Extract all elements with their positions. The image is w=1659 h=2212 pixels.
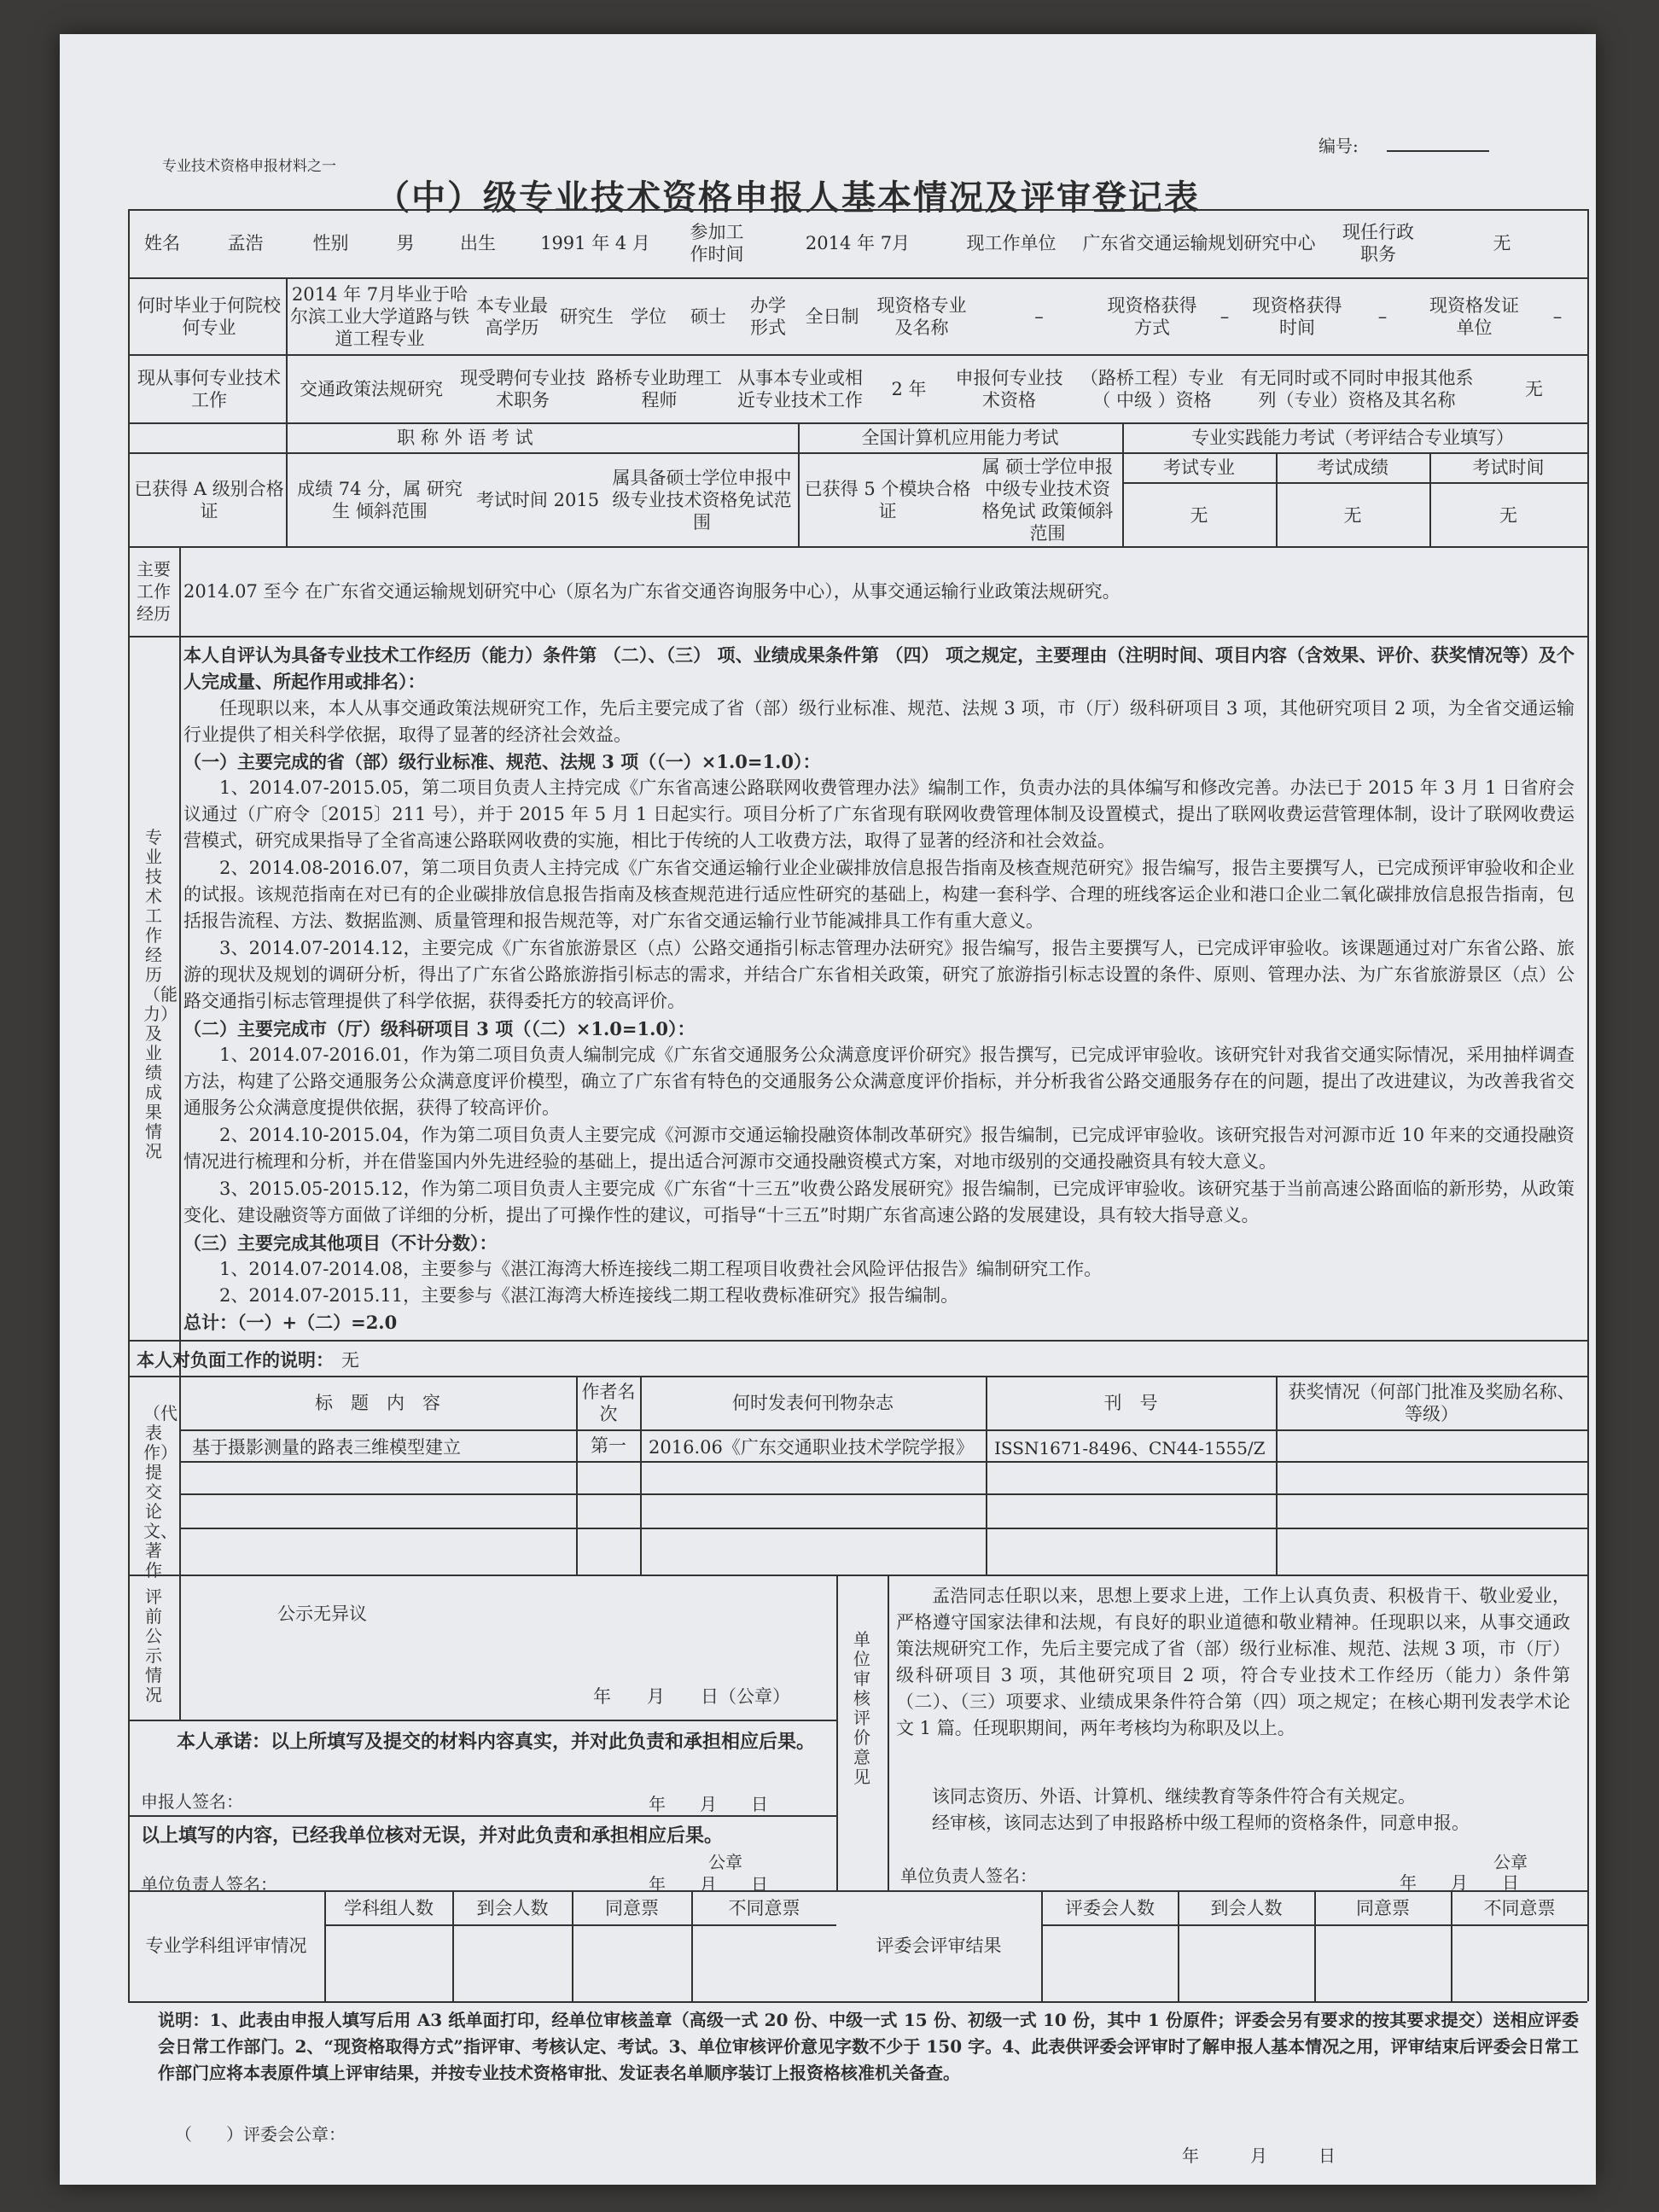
paper-header-title: 标 题 内 容	[315, 1393, 440, 1413]
mode-label: 办学形式	[750, 295, 786, 338]
gender-label: 性别	[312, 233, 349, 253]
sec1-item1: 1、2014.07-2015.05，第二项目负责人主持完成《广东省高速公路联网收费管理办法》编制工作，负责办法的具体编写和修改完善。办法已于 2015 年 3 月 1 日省府会议通过（广府令〔2015〕211 号），并于 2015 年 5 月 1 日起实行。项目分析了广东省现有联网收费管理体制及设置模式，提出了联网收费运营管理体制，设计了联网收费运营模式，研究成果指导了全省高速公路联网收费的实施，相比于传统的人工收费方法，取得了显著的经济和社会效益。	[183, 777, 1575, 851]
negative-value: 无	[341, 1350, 359, 1371]
pledge-date: 年 月 日	[649, 1794, 768, 1814]
group-col-disagree: 不同意票	[728, 1897, 800, 1918]
other-label: 有无同时或不同时申报其他系列（专业）资格及其名称	[1240, 368, 1474, 410]
qual-time-label: 现资格获得时间	[1252, 295, 1342, 338]
unit-pledge-sign: 单位负责人签名：	[141, 1874, 277, 1895]
unit-pledge-text: 以上填写的内容，已经我单位核对无误，并对此负责和承担相应后果。	[141, 1825, 724, 1847]
publicity-value: 公示无异议	[277, 1604, 367, 1624]
registration-form-sheet	[60, 34, 1596, 2185]
experience-text: 2014.07 至今 在广东省交通运输规划研究中心（原名为广东省交通咨询服务中心），从事交通运输行业政策法规研究。	[183, 581, 1121, 602]
practice-header-time: 考试时间	[1472, 457, 1545, 478]
paper-header-award: 获奖情况（何部门批准及奖励名称、等级）	[1288, 1382, 1575, 1424]
sec2-item3: 3、2015.05-2015.12，作为第二项目负责人主要完成《广东省“十三五”收费公路发展研究》报告编制，已完成评审验收。该研究基于当前高速公路面临的新形势，从政策变化、建设融资等方面做了详细的分析，提出了可操作性的建议，可指导“十三五”时期广东省高速公路的发展建设，具有较大指导意义。	[183, 1179, 1575, 1225]
qual-way-value: –	[1220, 306, 1230, 327]
qual-unit-label: 现资格发证单位	[1429, 295, 1519, 338]
paper-header-rank: 作者名次	[581, 1382, 636, 1424]
cur-post-label: 现受聘何专业技术职务	[460, 368, 585, 410]
table-left-border	[128, 209, 130, 2001]
number-label: 编号:	[1318, 136, 1359, 156]
sec1-item2: 2、2014.08-2016.07，第二项目负责人主持完成《广东省交通运输行业企业碳排放信息报告指南及核查规范研究》报告编写，报告主要撰写人，已完成预评审验收和企业的试报。该规范指南在对已有的企业碳排放信息报告指南及核查规范进行适应性研究的基础上，构建一套科学、合理的班线客运企业和港口企业二氧化碳排放信息报告指南，包括报告流程、方法、数据监测、质量管理和报告规范等，对广东省交通运输行业节能减排具工作有重大意义。	[183, 858, 1575, 931]
committee-result-label: 评委会评审结果	[876, 1936, 1002, 1956]
committee-col-members: 评委会人数	[1065, 1897, 1155, 1918]
unit-review-p1: 孟浩同志任职以来，思想上要求上进，工作上认真负责、积极肯干、敬业爱业，严格遵守国家法律和法规，有良好的职业道德和敬业精神。任现职以来，从事交通政策法规研究工作，先后主要完成了省（部）级行业标准、规范、法规 3 项，市（厅）级科研项目 3 项，其他研究项目 2 项，符合专业技术工作经历（能力）条件第（二）、（三）项要求、业绩成果条件符合第（四）项之规定；在核心期刊发表学术论文 1 篇。任现职期间，两年考核均为称职及以上。	[896, 1586, 1570, 1738]
work-start-value: 2014 年 7月	[805, 233, 911, 253]
paper-row-issn: ISSN1671-8496、CN44-1555/Z	[994, 1438, 1266, 1458]
unit-review-sign: 单位负责人签名：	[900, 1866, 1037, 1886]
qual-unit-value: –	[1552, 306, 1563, 327]
paper-row-rank: 第一	[591, 1435, 626, 1456]
cur-qual-value: –	[1034, 306, 1044, 327]
unit-pledge-seal: 公章	[708, 1852, 742, 1872]
years-label: 从事本专业或相近专业技术工作	[737, 368, 863, 410]
sec1-item3: 3、2014.07-2014.12，主要完成《广东省旅游景区（点）公路交通指引标志管理办法研究》报告编写，报告主要撰写人，已完成评审验收。该课题通过对广东省公路、旅游的现状及规划的调研分析，得出了广东省公路旅游指引标志的需求，并结合广东省相关政策，研究了旅游指引标志设置的条件、原则、管理办法、为广东省旅游景区（点）公路交通指引标志管理提供了科学依据，获得委托方的较高评价。	[183, 938, 1575, 1011]
apply-label: 申报何专业技术资格	[955, 368, 1063, 410]
unit-label: 现工作单位	[966, 233, 1057, 253]
unit-review-seal: 公章	[1493, 1852, 1528, 1872]
form-title: （中）级专业技术资格申报人基本情况及评审登记表	[375, 178, 1200, 218]
computer-modules: 已获得 5 个模块合格证	[804, 479, 971, 521]
foreign-exam-title: 职 称 外 语 考 试	[397, 428, 533, 448]
committee-col-agree: 同意票	[1356, 1897, 1410, 1918]
practice-header-score: 考试成绩	[1317, 457, 1388, 478]
computer-exam-title: 全国计算机应用能力考试	[861, 428, 1059, 448]
sec2-heading: （二）主要完成市（厅）级科研项目 3 项（（二）×1.0=1.0）：	[183, 1018, 696, 1039]
birth-value: 1991 年 4 月	[540, 233, 650, 253]
form-notes: 说明：1、此表由申报人填写后用 A3 纸单面打印，经单位审核盖章（高级一式 20 份、中级一式 15 份、初级一式 10 份，其中 1 份原件；评委会另有要求的按其要求提交）送相应评委会日常工作部门。2、“现资格取得方式”指评审、考核认定、考试。3、单位审核评价意见字数不少于 150 字。4、此表供评委会评审时了解申报人基本情况之用，评审结束后评委会日常工作部门应将本表原件填上评审结果，并按专业技术资格审批、发证表名单顺序装订上报资格核准机关备查。	[158, 2010, 1579, 2083]
degree-label: 学位	[631, 306, 667, 327]
achievements-total: 总计：（一）+（二）=2.0	[183, 1312, 398, 1333]
paper-header-issn: 刊 号	[1103, 1393, 1158, 1413]
papers-side-label: （代表作）提交论文、著作	[143, 1403, 178, 1580]
years-value: 2 年	[891, 379, 927, 399]
sec3-item2: 2、2014.07-2015.11，主要参与《湛江海湾大桥连接线二期工程收费标准研究》报告编制。	[219, 1285, 959, 1306]
edu-label: 本专业最高学历	[476, 295, 548, 338]
practice-header-major: 考试专业	[1163, 457, 1235, 478]
foreign-grade: 已获得 A 级别合格证	[134, 479, 284, 521]
cur-qual-label: 现资格专业及名称	[876, 295, 967, 338]
degree-value: 硕士	[690, 306, 726, 327]
table-right-border	[1587, 209, 1589, 2001]
name-value: 孟浩	[227, 233, 264, 253]
publicity-date: 年 月 日（公章）	[593, 1686, 790, 1707]
achievements-side-label: 专业技术工作经历（能力）及业绩成果情况	[143, 827, 178, 1161]
group-col-members: 学科组人数	[344, 1897, 434, 1918]
gender-value: 男	[396, 233, 415, 253]
pledge-sign: 申报人签名：	[141, 1791, 243, 1812]
experience-label: 主要工作经历	[137, 558, 171, 624]
work-start-label: 参加工作时间	[690, 222, 744, 265]
birth-label: 出生	[460, 233, 496, 253]
committee-col-disagree: 不同意票	[1483, 1897, 1556, 1918]
sec3-item1: 1、2014.07-2014.08，主要参与《湛江海湾大桥连接线二期工程项目收费社会风险评估报告》编制研究工作。	[219, 1259, 1103, 1279]
practice-score-value: 无	[1343, 505, 1362, 526]
unit-review-date: 年 月 日	[1400, 1872, 1519, 1893]
practice-major-value: 无	[1190, 505, 1208, 526]
negative-label: 本人对负面工作的说明：	[137, 1349, 334, 1371]
number-blank	[1387, 150, 1489, 152]
qual-way-label: 现资格获得方式	[1107, 295, 1197, 338]
computer-exempt: 属 硕士学位申报中级专业技术资格免试 政策倾斜范围	[981, 457, 1114, 544]
pledge-text: 本人承诺：以上所填写及提交的材料内容真实，并对此负责和承担相应后果。	[177, 1731, 816, 1753]
sec2-item1: 1、2014.07-2016.01，作为第二项目负责人编制完成《广东省交通服务公众满意度评价研究》报告撰写，已完成评审验收。该研究针对我省交通实际情况，采用抽样调查方法，构建了公路交通服务公众满意度评价模型，确立了广东省有特色的交通服务公众满意度评价指标，并分析我省公路交通服务存在的问题，提出了改进建议，为改善我省交通服务公众满意度提供依据，获得了较高评价。	[183, 1045, 1575, 1118]
name-label: 姓名	[144, 233, 180, 253]
unit-review-p3: 经审核，该同志达到了申报路桥中级工程师的资格条件，同意申报。	[932, 1813, 1470, 1833]
group-col-present: 到会人数	[476, 1897, 549, 1918]
other-value: 无	[1525, 379, 1543, 399]
publicity-label: 评前公示情况	[145, 1586, 162, 1705]
achievements-summary: 任现职以来，本人从事交通政策法规研究工作，先后主要完成了省（部）级行业标准、规范、法规 3 项，市（厅）级科研项目 3 项，其他研究项目 2 项，为全省交通运输行业提供了相关科学依据，取得了显著的经济社会效益。	[183, 698, 1575, 745]
committee-seal-label: （ ）评委会公章：	[175, 2124, 346, 2145]
apply-value: （路桥工程）专业（ 中级 ）资格	[1080, 368, 1224, 410]
achievements-intro: 本人自评认为具备专业技术工作经历（能力）条件第 （二）、（三） 项、业绩成果条件第 （四） 项之规定，主要理由（注明时间、项目内容（含效果、评价、获奖情况等）及个人完成量、所起作用或排名）：	[183, 644, 1575, 692]
committee-seal-date: 年 月 日	[1182, 2145, 1336, 2166]
cur-work-label: 现从事何专业技术工作	[137, 368, 281, 410]
unit-value: 广东省交通运输规划研究中心	[1082, 233, 1316, 253]
group-review-label: 专业学科组评审情况	[145, 1936, 307, 1956]
edu-value: 研究生	[560, 306, 614, 327]
cur-post-value: 路桥专业助理工程师	[597, 368, 722, 410]
table-top-border	[128, 209, 1587, 211]
practice-time-value: 无	[1499, 505, 1517, 526]
foreign-exempt: 属具备硕士学位申报中级专业技术资格免试范围	[612, 468, 792, 533]
material-label: 专业技术资格申报材料之一	[162, 158, 336, 175]
paper-header-journal: 何时发表何刊物杂志	[732, 1393, 894, 1413]
admin-label: 现任行政职务	[1342, 222, 1414, 265]
mode-value: 全日制	[805, 306, 859, 327]
group-col-agree: 同意票	[605, 1897, 659, 1918]
paper-row-journal: 2016.06《广东交通职业技术学院学报》	[649, 1437, 974, 1458]
sec2-item2: 2、2014.10-2015.04，作为第二项目负责人主要完成《河源市交通运输投融资体制改革研究》报告编制，已完成评审验收。该研究报告对河源市近 10 年来的交通投融资情况进行梳理和分析，并在借鉴国内外先进经验的基础上，提出适合河源市交通投融资模式方案，对地市级别的交通投融资具有较大意义。	[183, 1125, 1575, 1172]
sec1-heading: （一）主要完成的省（部）级行业标准、规范、法规 3 项（（一）×1.0=1.0）：	[183, 751, 821, 772]
cur-work-value: 交通政策法规研究	[300, 379, 443, 399]
sec3-heading: （三）主要完成其他项目（不计分数）：	[183, 1232, 498, 1254]
admin-value: 无	[1493, 233, 1511, 253]
grad-label: 何时毕业于何院校何专业	[137, 295, 281, 338]
qual-time-value: –	[1377, 306, 1388, 327]
unit-pledge-date: 年 月 日	[649, 1874, 768, 1895]
practice-exam-title: 专业实践能力考试（考评结合专业填写）	[1191, 428, 1514, 448]
committee-col-present: 到会人数	[1210, 1897, 1283, 1918]
paper-row-title: 基于摄影测量的路表三维模型建立	[192, 1437, 461, 1458]
foreign-time: 考试时间 2015	[475, 490, 600, 510]
unit-review-label: 单位审核评价意见	[853, 1629, 870, 1787]
grad-value: 2014 年 7月毕业于哈尔滨工业大学道路与铁道工程专业	[290, 284, 469, 349]
unit-review-p2: 该同志资历、外语、计算机、继续教育等条件符合有关规定。	[932, 1786, 1416, 1807]
foreign-score: 成绩 74 分，属 研究生 倾斜范围	[297, 479, 463, 521]
